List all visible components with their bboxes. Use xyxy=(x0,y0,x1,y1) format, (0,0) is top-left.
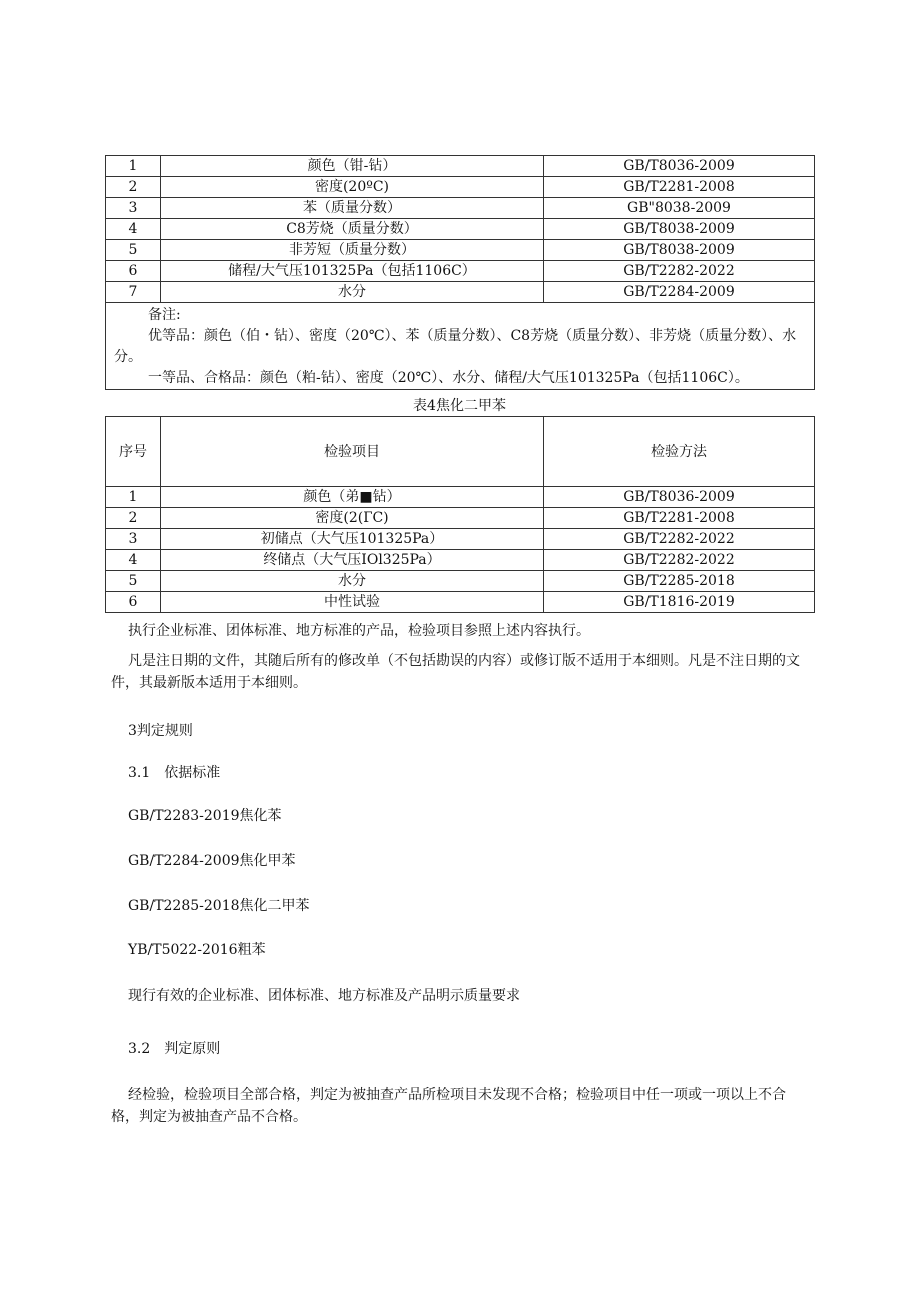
inspection-method: GB/T2285-2018 xyxy=(544,571,815,592)
remark-row xyxy=(106,303,815,390)
paragraph-judgment-principle: 经检验，检验项目全部合格，判定为被抽查产品所检项目未发现不合格；检验项目中任一项或一项以上不合格，判定为被抽查产品不合格。 xyxy=(111,1087,786,1125)
inspection-item: 颜色（弟■钻） xyxy=(161,487,544,508)
row-number: 4 xyxy=(106,219,161,240)
inspection-method: GB/T2281-2008 xyxy=(544,508,815,529)
standard-item: GB/T2284-2009焦化甲苯 xyxy=(128,853,296,869)
inspection-method: GB/T2282-2022 xyxy=(544,529,815,550)
standard-item: GB/T2283-2019焦化苯 xyxy=(128,808,282,824)
remark-label: 备注: xyxy=(148,307,181,323)
inspection-method: GB/T1816-2019 xyxy=(544,592,815,613)
table-row xyxy=(106,177,815,198)
row-number: 1 xyxy=(106,487,161,508)
table-row xyxy=(106,508,815,529)
table-row xyxy=(106,592,815,613)
inspection-method: GB/T2282-2022 xyxy=(544,261,815,282)
inspection-method: GB/T8038-2009 xyxy=(544,240,815,261)
inspection-method: GB/T2281-2008 xyxy=(544,177,815,198)
inspection-method: GB/T8036-2009 xyxy=(544,156,815,177)
section-heading-3-1: 3.1 依据标准 xyxy=(128,765,221,781)
inspection-item: 储程/大气压101325Pa（包括1106C） xyxy=(161,261,544,282)
standard-item: YB/T5022-2016粗苯 xyxy=(128,942,266,958)
table-row xyxy=(106,240,815,261)
table-row xyxy=(106,571,815,592)
inspection-item: 初储点（大气压101325Pa） xyxy=(161,529,544,550)
header-number: 序号 xyxy=(106,417,161,487)
inspection-method: GB/T2284-2009 xyxy=(544,282,815,303)
header-item: 检验项目 xyxy=(161,417,544,487)
remark-premium-grade: 优等品：颜色（伯・钻）、密度（20℃）、苯（质量分数）、C8芳烧（质量分数）、非芳烧（质量分数）、水分。 xyxy=(114,328,797,365)
inspection-item: 非芳短（质量分数） xyxy=(161,240,544,261)
table-row xyxy=(106,198,815,219)
row-number: 2 xyxy=(106,508,161,529)
inspection-method: GB"8038-2009 xyxy=(544,198,815,219)
inspection-item: 颜色（钳-钻） xyxy=(161,156,544,177)
row-number: 4 xyxy=(106,550,161,571)
paragraph-enterprise-standards: 执行企业标准、团体标准、地方标准的产品，检验项目参照上述内容执行。 xyxy=(128,623,590,639)
table-row xyxy=(106,550,815,571)
table-row xyxy=(106,219,815,240)
row-number: 6 xyxy=(106,261,161,282)
section-heading-3: 3判定规则 xyxy=(128,723,193,739)
standard-item: GB/T2285-2018焦化二甲苯 xyxy=(128,898,310,914)
table-row xyxy=(106,261,815,282)
paragraph-dated-documents: 凡是注日期的文件，其随后所有的修改单（不包括勘误的内容）或修订版不适用于本细则。凡是不注日期的文件，其最新版本适用于本细则。 xyxy=(111,653,800,691)
table-row xyxy=(106,156,815,177)
remark-cell xyxy=(106,303,815,390)
inspection-method: GB/T8036-2009 xyxy=(544,487,815,508)
row-number: 3 xyxy=(106,198,161,219)
inspection-item: 水分 xyxy=(161,282,544,303)
inspection-table-4 xyxy=(105,416,815,613)
row-number: 3 xyxy=(106,529,161,550)
section-heading-3-2: 3.2 判定原则 xyxy=(128,1041,221,1057)
inspection-item: 水分 xyxy=(161,571,544,592)
inspection-item: 苯（质量分数） xyxy=(161,198,544,219)
row-number: 7 xyxy=(106,282,161,303)
inspection-method: GB/T2282-2022 xyxy=(544,550,815,571)
table-4-caption: 表4焦化二甲苯 xyxy=(413,398,506,414)
inspection-item: 中性试验 xyxy=(161,592,544,613)
table-row xyxy=(106,487,815,508)
row-number: 2 xyxy=(106,177,161,198)
remark-first-grade: 一等品、合格品：颜色（粕-钻）、密度（20℃）、水分、储程/大气压101325Pa（包括1106C）。 xyxy=(148,370,749,386)
header-method: 检验方法 xyxy=(544,417,815,487)
row-number: 5 xyxy=(106,240,161,261)
row-number: 5 xyxy=(106,571,161,592)
row-number: 1 xyxy=(106,156,161,177)
inspection-item: C8芳烧（质量分数） xyxy=(161,219,544,240)
table-row xyxy=(106,282,815,303)
inspection-method: GB/T8038-2009 xyxy=(544,219,815,240)
inspection-item: 密度(20ºC) xyxy=(161,177,544,198)
inspection-item: 密度(2(ГC) xyxy=(161,508,544,529)
table-row xyxy=(106,529,815,550)
inspection-table-3 xyxy=(105,155,815,390)
inspection-item: 终储点（大气压IOl325Pa） xyxy=(161,550,544,571)
standard-item: 现行有效的企业标准、团体标准、地方标准及产品明示质量要求 xyxy=(128,988,520,1004)
table-header-row xyxy=(106,417,815,487)
row-number: 6 xyxy=(106,592,161,613)
